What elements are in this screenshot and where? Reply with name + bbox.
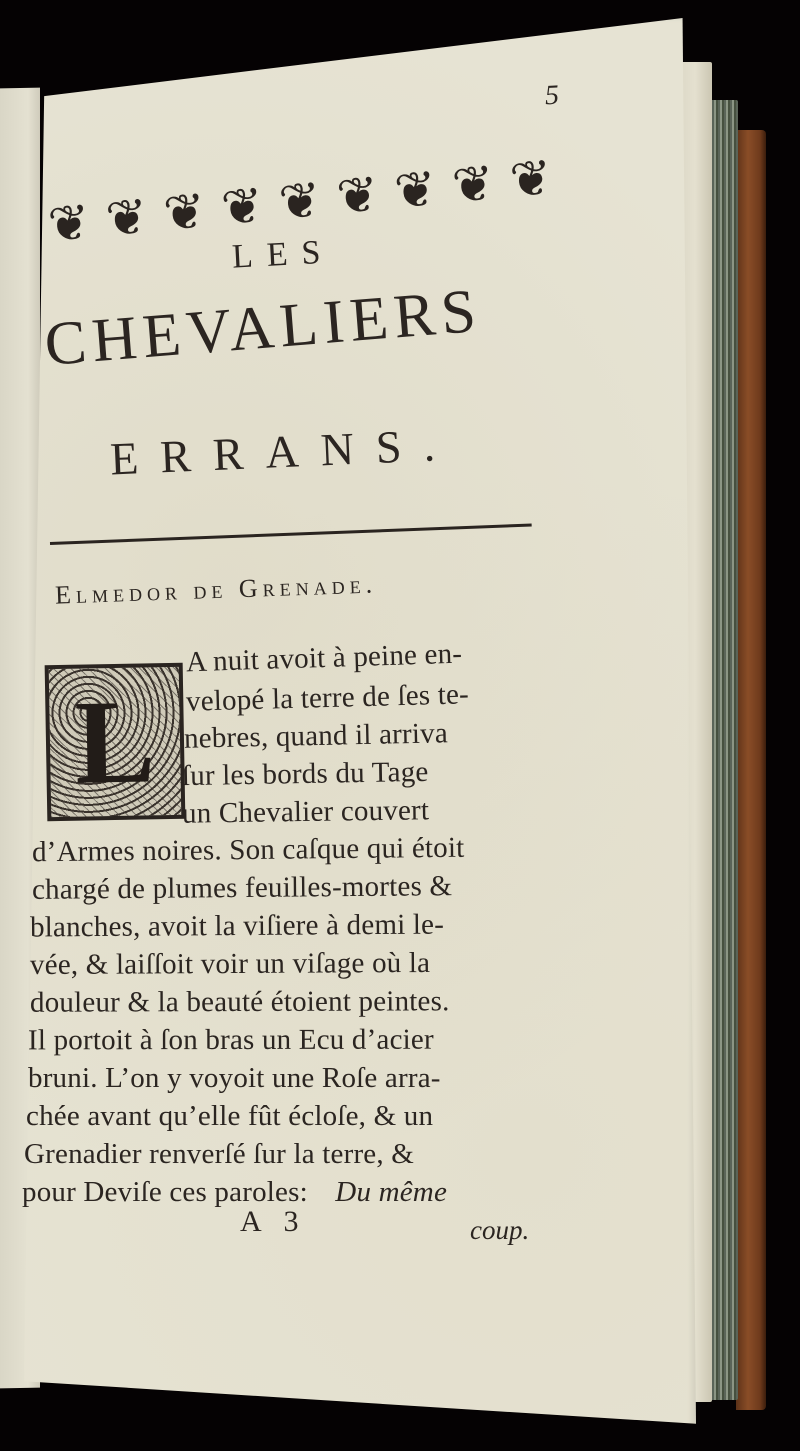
motto-italic: Du même bbox=[335, 1176, 448, 1208]
text-line: un Chevalier couvert bbox=[181, 794, 430, 830]
text-line: nebres, quand il arriva bbox=[183, 717, 449, 755]
horizontal-rule bbox=[50, 523, 532, 545]
page-number: 5 bbox=[544, 79, 560, 112]
fleuron-icon: ❦ bbox=[276, 171, 324, 232]
title-line-les: LES bbox=[231, 233, 336, 276]
signature-mark: A 3 bbox=[240, 1205, 307, 1238]
text-line bbox=[22, 1176, 447, 1209]
text-line: vée, & laiſſoit voir un viſage où la bbox=[29, 946, 431, 982]
text-line-roman: pour Deviſe ces paroles: bbox=[22, 1176, 308, 1208]
chapter-title: Elmedor de Grenade. bbox=[54, 569, 378, 610]
text-line: d’Armes noires. Son caſque qui étoit bbox=[31, 831, 465, 869]
text-line: chée avant qu’elle fût écloſe, & un bbox=[26, 1100, 434, 1132]
text-line: douleur & la beauté étoient peintes. bbox=[29, 985, 450, 1019]
fleuron-ornament-band bbox=[33, 86, 562, 255]
catchword: coup. bbox=[470, 1215, 530, 1245]
text-line: A nuit avoit à peine en- bbox=[185, 637, 463, 679]
fleuron-icon: ❦ bbox=[449, 154, 497, 215]
text-line: Il portoit à ſon bras un Ecu d’acier bbox=[27, 1023, 434, 1057]
fleuron-icon: ❦ bbox=[507, 149, 555, 209]
fleuron-icon: ❦ bbox=[391, 160, 440, 221]
title-line-errans: ERRANS. bbox=[109, 418, 458, 485]
title-line-chevaliers: CHEVALIERS bbox=[42, 276, 485, 379]
fleuron-icon: ❦ bbox=[103, 188, 151, 248]
text-line: chargé de plumes feuilles-mortes & bbox=[31, 870, 453, 906]
fleuron-icon: ❦ bbox=[218, 176, 266, 237]
fleuron-icon: ❦ bbox=[161, 182, 209, 243]
fleuron-icon: ❦ bbox=[45, 193, 93, 254]
text-line: Grenadier renverſé ſur la terre, & bbox=[24, 1138, 415, 1170]
ornamental-drop-cap bbox=[45, 663, 186, 821]
text-line: velopé la terre de ſes te- bbox=[185, 678, 470, 718]
text-line: blanches, avoit la viſiere à demi le- bbox=[29, 908, 445, 944]
drop-cap-letter: L bbox=[73, 674, 157, 809]
fleuron-icon: ❦ bbox=[334, 165, 382, 226]
text-line: ſur les bords du Tage bbox=[181, 755, 429, 793]
text-line: bruni. L’on y voyoit une Roſe arra- bbox=[28, 1062, 441, 1094]
